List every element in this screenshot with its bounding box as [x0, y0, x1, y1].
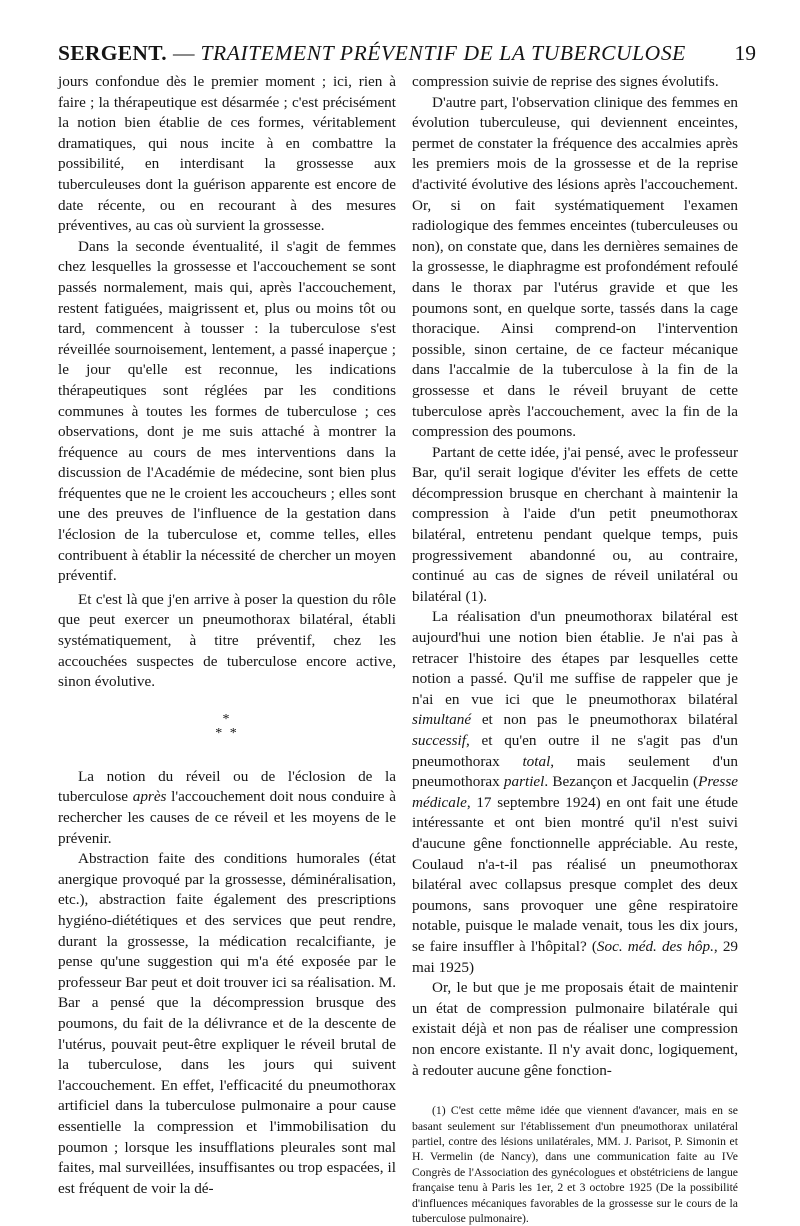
- text-run: , et qu'en outre il ne s'agit pas d'un pneumothorax: [412, 732, 738, 770]
- paragraph: [58, 767, 396, 849]
- text-run: La réalisation d'un pneumothorax bilatéral est aujourd'hui une notion bien établie. Je n'ai pas à retracer l'histoire des étapes par lesquelles cette notion a passé. Qu'il me suffise de rappeler que je n'ai en vue ici que le pneumothorax bilatéral: [412, 608, 738, 708]
- footnote: [412, 1103, 738, 1226]
- emphasis: simultané: [412, 711, 472, 729]
- text-run: l'accouchement doit nous conduire à rechercher les causes de ce réveil et les moyens de le prévenir.: [58, 788, 396, 847]
- page-number: 19: [734, 41, 756, 65]
- emphasis: après: [132, 788, 167, 806]
- emphasis: partiel: [503, 773, 545, 791]
- text-run: , 29 mai 1925): [412, 937, 739, 976]
- right-column: [412, 72, 738, 1226]
- emphasis: total: [522, 752, 551, 770]
- footnote-text: (1) C'est cette même idée que viennent d'avancer, mais en se basant seulement sur l'établissement d'un pneumothorax unilatéral partiel, contre des lésions unilatérales, MM. J. Parisot, P. Simonin et H. Vermelin (de Nancy), dans une communication faite au IVe Congrès de l'Association des gynécologues et obstétriciens de langue française tenu à Paris les 1er, 2 et 3 octobre 1925 (De la possibilité d'influences mécaniques favorables de la grossesse sur le cours de la tuberculose pulmonaire).: [412, 1104, 738, 1225]
- emphasis: Soc. méd. des hôp.: [596, 937, 714, 955]
- left-column: [58, 72, 396, 1199]
- header-author: SERGENT.: [58, 41, 167, 65]
- text-run: La notion du réveil ou de l'éclosion de la tuberculose: [58, 767, 396, 806]
- paragraph: Abstraction faite des conditions humorales (état anergique provoqué par la grossesse, déminéralisation, etc.), abstraction faite également des prescriptions hygiéno-diététiques et des services que peut rendre, durant la grossesse, la médication recalcifiante, je pense qu'une suggestion qui m'a été exposée par le professeur Bar peut et doit trouver ici sa réalisation. M. Bar a pensé que la décompression brusque des poumons, du fait de la délivrance et de la descente de l'utérus, pouvait peut-être expliquer le réveil brutal de la tuberculose, dans les jours qui suivent l'accouchement. En effet, l'efficacité du pneumothorax artificiel dans la tuberculose pulmonaire a pour cause essentielle la compression et l'immobilisation du poumon ; lorsque les insufflations pleurales sont mal faites, mal surveillées, insuffisantes ou trop espacées, il est fréquent de voir la dé-: [58, 850, 396, 1197]
- paragraph: [412, 607, 738, 978]
- text-run: . Bezançon et Jacquelin (: [544, 773, 699, 791]
- asterism-bottom: * *: [215, 725, 239, 741]
- paragraph: Or, le but que je me proposais était de maintenir un état de compression pulmonaire bilatérale qui existait déjà et non pas de réaliser une compression non encore existante. Il n'y avait donc, logiquement, à redouter aucune gêne fonction-: [412, 979, 738, 1079]
- header-separator: —: [172, 41, 195, 65]
- asterism-top: *: [222, 711, 232, 727]
- paragraph: jours confondue dès le premier moment ; ici, rien à faire ; la thérapeutique est désarmée ; c'est précisément la notion bien établie de ces formes, véritablement dramatiques, qui nous incite à en combattre la possibilité, en interdisant la grossesse aux tuberculeuses dont la guérison apparente est encore de date récente, ou en recourant à des mesures préventives, au cas où survient la grossesse.: [58, 73, 396, 235]
- paragraph: Partant de cette idée, j'ai pensé, avec le professeur Bar, qu'il serait logique d'éviter les effets de cette décompression brusque en cherchant à maintenir la compression à l'aide d'un petit pneumothorax bilatéral, entretenu pendant quelque temps, puis progressivement abandonné ou, au contraire, continué au cas de signes de réveil unilatéral ou bilatéral (1).: [412, 443, 738, 605]
- running-header: [58, 38, 760, 68]
- section-separator-asterism: [58, 693, 396, 767]
- paragraph: compression suivie de reprise des signes évolutifs.: [412, 73, 719, 90]
- emphasis: successif: [412, 732, 466, 749]
- text-run: et non pas le pneumothorax bilatéral: [471, 711, 738, 729]
- paragraph: Et c'est là que j'en arrive à poser la question du rôle que peut exercer un pneumothorax bilatéral, établi systématiquement, à titre préventif, chez les accouchées suspectes de tuberculose encore active, sinon évolutive.: [58, 590, 396, 691]
- text-run: , mais seulement d'un pneumothorax: [412, 752, 738, 791]
- paragraph: D'autre part, l'observation clinique des femmes en évolution tuberculeuse, qui deviennent enceintes, permet de constater la fréquence des accalmies après les premiers mois de la grossesse et de la reprise d'activité évolutive des lésions après l'accouchement. Or, si on fait systématiquement l'examen radiologique des femmes enceintes (tuberculeuses ou non), on constate que, dans les dernières semaines de la grossesse, le diaphragme est profondément refoulé dans le thorax par l'utérus gravide et que les poumons sont, en quelque sorte, tassés dans la cage thoracique. Ainsi comprend-on l'intervention possible, sinon certaine, de ce facteur mécanique dans l'accalmie de la tuberculose à la fin de la grossesse et dans le réveil bruyant de cette tuberculose après l'accouchement, avec la fin de la compression des poumons.: [412, 93, 738, 441]
- paragraph: Dans la seconde éventualité, il s'agit de femmes chez lesquelles la grossesse et l'accouchement se sont passés normalement, mais qui, après l'accouchement, restent fatiguées, maigrissent et, plus ou moins tôt ou tard, commencent à tousser : la tuberculose s'est réveillée sournoisement, lentement, a passé inaperçue ; le jour qu'elle est reconnue, les indications thérapeutiques sont réglées par les conditions communes à toutes les formes de tuberculose ; ces observations, dont je me suis attaché à montrer la fréquence au cours de mes interventions dans la discussion de l'Académie de médecine, sont bien plus fréquentes que ne le croient les accoucheurs ; elles sont une des preuves de l'influence de la gestation dans l'éclosion de la tuberculose et, comme telles, elles contribuent à établir la nécessité de chercher un moyen préventif.: [58, 237, 396, 585]
- emphasis: Presse médicale: [412, 773, 738, 811]
- text-run: , 17 septembre 1924) en ont fait une étude intéressante et ont bien montré qu'il n'est suivi d'aucune gêne fonctionnelle appréciable. Au reste, Coulaud n'a-t-il pas réalisé un pneumothorax bilatéral avec collapsus presque complet des deux poumons, sans provoquer une gêne respiratoire notable, puisque le malade venait, tous les dix jours, se faire insuffler à l'hôpital? (: [412, 793, 738, 955]
- header-title: TRAITEMENT PRÉVENTIF DE LA TUBERCULOSE: [200, 41, 686, 65]
